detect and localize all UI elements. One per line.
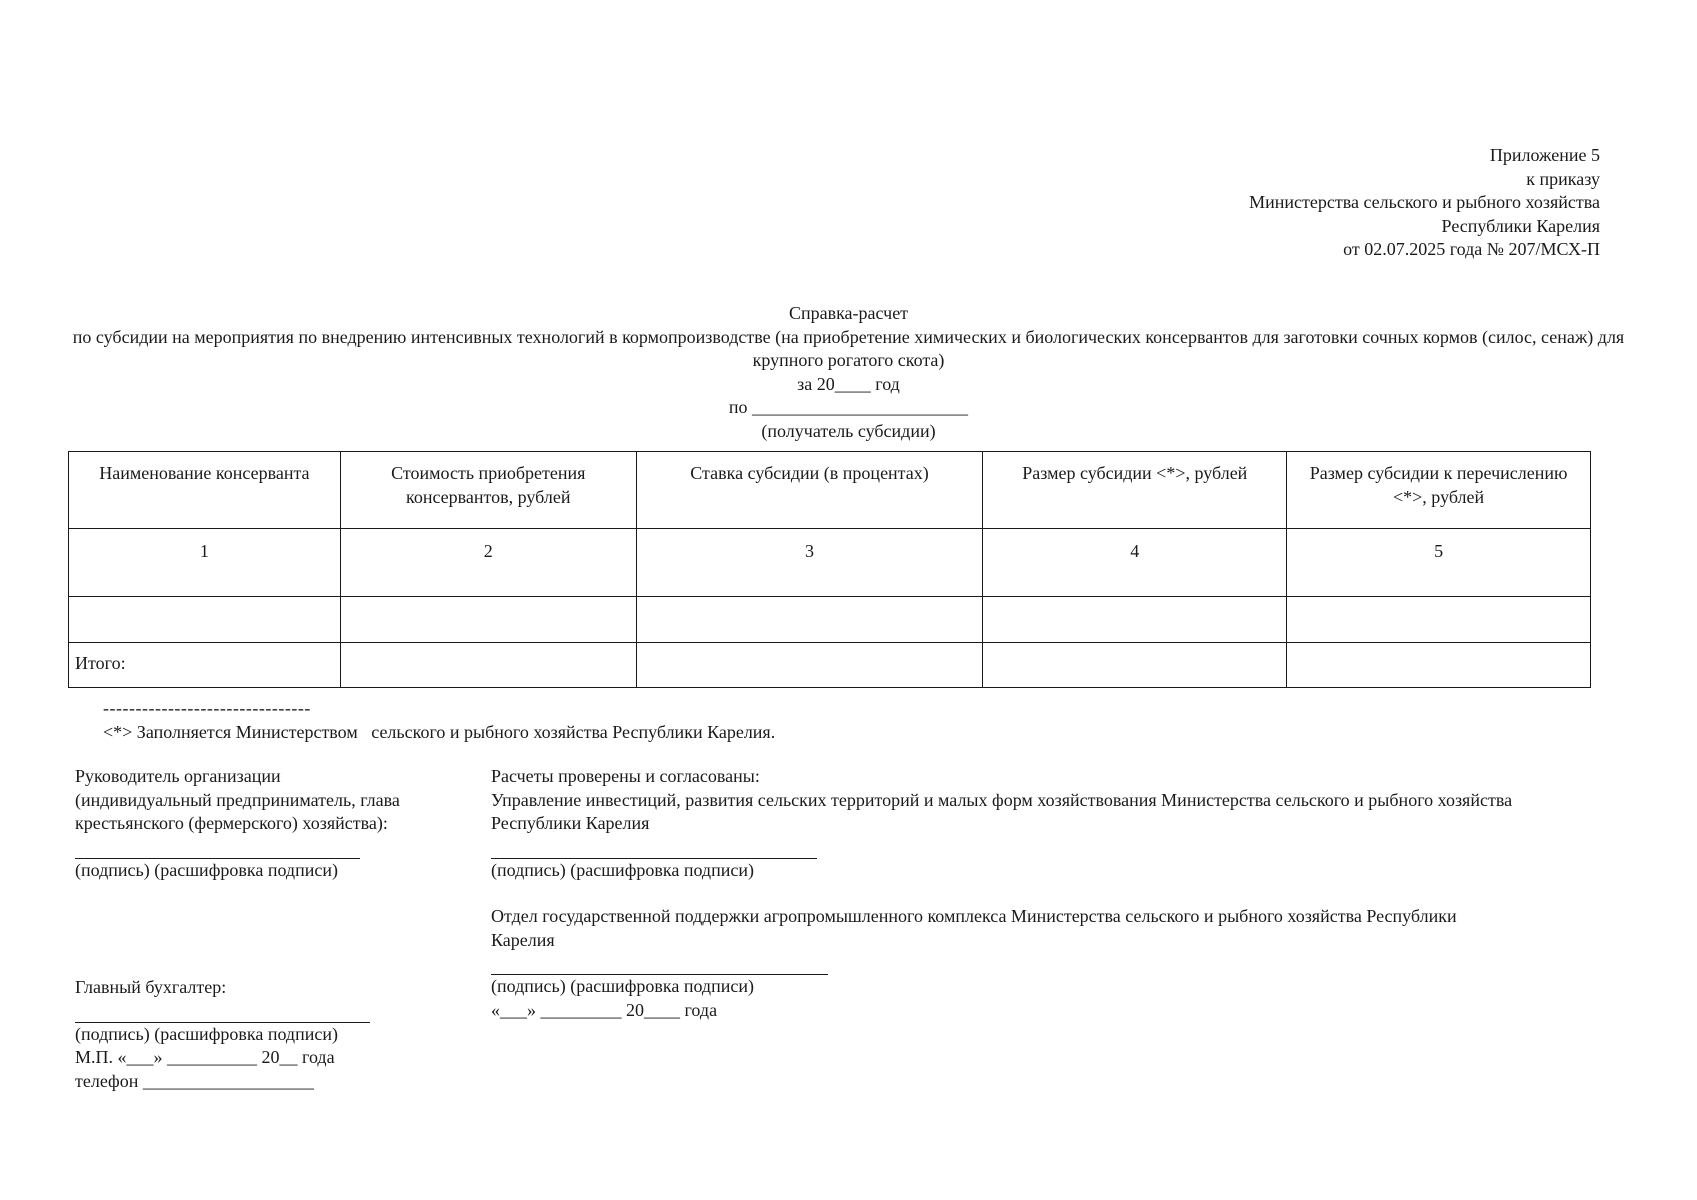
header-preservative-name: Наименование консерванта <box>69 452 341 529</box>
accountant-signature-line <box>75 1000 370 1023</box>
department-investments-signature-line <box>491 836 817 859</box>
approval-date: «___» _________ 20____ года <box>491 999 718 1020</box>
header-subsidy-amount: Размер субсидии <*>, рублей <box>983 452 1287 529</box>
table-cell <box>69 597 341 643</box>
calculation-table <box>68 451 1591 688</box>
signatures-right <box>491 765 1601 1022</box>
header-rate: Ставка субсидии (в процентах) <box>636 452 983 529</box>
table-row <box>69 597 1591 643</box>
appendix-number: Приложение 5 <box>1489 145 1600 165</box>
accountant-signature-caption: (подпись) (расшифровка подписи) <box>75 1023 338 1044</box>
table-total-row <box>69 643 1591 688</box>
appendix-header <box>1249 144 1600 262</box>
recipient-caption: (получатель субсидии) <box>761 420 936 441</box>
phone-line: телефон ___________________ <box>75 1070 314 1091</box>
table-cell <box>636 643 983 688</box>
department-support-signature-line <box>491 952 828 975</box>
table-cell <box>1287 643 1591 688</box>
document-title: Справка-расчет <box>788 303 909 323</box>
stamp-date: М.П. «___» __________ 20__ года <box>75 1047 335 1067</box>
appendix-order-ref: к приказу <box>1526 168 1600 189</box>
department-support-signature-caption: (подпись) (расшифровка подписи) <box>491 976 754 996</box>
verified-label: Расчеты проверены и согласованы: <box>491 766 760 786</box>
total-label: Итого: <box>69 643 341 688</box>
recipient-line: по ________________________ <box>728 397 969 417</box>
table-cell <box>983 597 1287 643</box>
table-cell <box>983 643 1287 688</box>
head-signature-line <box>75 836 360 859</box>
footnote <box>103 697 775 744</box>
signatures-left <box>75 765 475 1093</box>
header-cost: Стоимость приобретения консервантов, рублей <box>340 452 636 529</box>
table-number-row <box>69 529 1591 597</box>
column-number: 2 <box>340 529 636 597</box>
period-line: за 20____ год <box>797 373 900 394</box>
table-header-row <box>69 452 1591 529</box>
table-cell <box>636 597 983 643</box>
column-number: 5 <box>1287 529 1591 597</box>
column-number: 3 <box>636 529 983 597</box>
appendix-ministry: Министерства сельского и рыбного хозяйства <box>1249 192 1600 212</box>
table-cell <box>340 643 636 688</box>
footnote-text: <*> Заполняется Министерством сельского и рыбного хозяйства Республики Карелия. <box>103 721 776 742</box>
head-signature-caption: (подпись) (расшифровка подписи) <box>75 859 338 880</box>
appendix-republic: Республики Карелия <box>1441 215 1600 236</box>
table-cell <box>340 597 636 643</box>
appendix-order-date: от 02.07.2025 года № 207/МСХ-П <box>1343 239 1600 259</box>
column-number: 1 <box>69 529 341 597</box>
title-block <box>0 302 1697 443</box>
column-number: 4 <box>983 529 1287 597</box>
department-investments-signature-caption: (подпись) (расшифровка подписи) <box>491 859 754 880</box>
head-subtitle: (индивидуальный предприниматель, глава крестьянского (фермерского) хозяйства): <box>75 789 400 833</box>
table-cell <box>1287 597 1591 643</box>
head-title: Руководитель организации <box>75 766 281 786</box>
footnote-separator: -------------------------------- <box>103 698 311 718</box>
document-description: по субсидии на мероприятия по внедрению интенсивных технологий в кормопроизводстве (на приобретение химических и биологических консервантов для заготовки сочных кормов (силос, сенаж) для крупного рогатого скота) <box>72 326 1625 370</box>
header-subsidy-transfer: Размер субсидии к перечислению <*>, рублей <box>1287 452 1591 529</box>
department-investments: Управление инвестиций, развития сельских территорий и малых форм хозяйствования Министерства сельского и рыбного хозяйства Республики Карелия <box>491 789 1513 833</box>
accountant-label: Главный бухгалтер: <box>75 977 227 997</box>
department-support: Отдел государственной поддержки агропромышленного комплекса Министерства сельского и рыбного хозяйства Республики Карелия <box>491 906 1457 950</box>
